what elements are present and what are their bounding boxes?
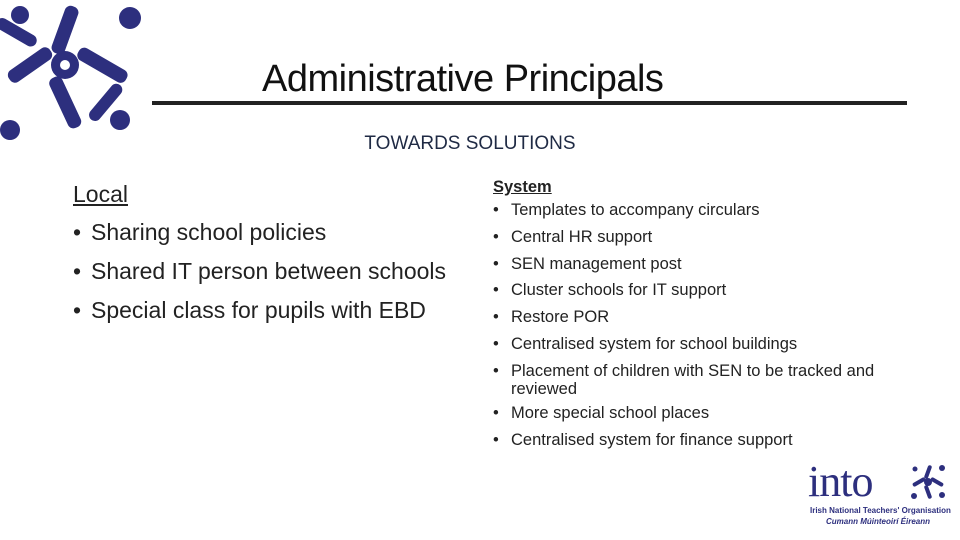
title-underline-divider [152, 101, 907, 105]
list-item: • Centralised system for finance support [493, 431, 913, 449]
system-heading: System [493, 178, 552, 196]
system-column [493, 178, 913, 457]
list-item: • More special school places [493, 404, 913, 422]
brand-tagline-english: Irish National Teachers' Organisation [810, 506, 951, 515]
list-item: • Templates to accompany circulars [493, 201, 913, 219]
brand-tagline-irish: Cumann Múinteoirí Éireann [826, 517, 931, 526]
into-emblem-icon [908, 462, 948, 502]
local-list [73, 218, 473, 326]
slide-title: Administrative Principals [262, 58, 664, 100]
list-item: • Restore POR [493, 308, 913, 326]
list-item: • Special class for pupils with EBD [73, 296, 473, 326]
list-item: • Shared IT person between schools [73, 257, 473, 287]
local-heading: Local [73, 181, 128, 207]
system-list [493, 201, 913, 449]
list-item: • SEN management post [493, 255, 913, 273]
list-item: • Cluster schools for IT support [493, 281, 913, 299]
brand-wordmark: into [808, 457, 873, 506]
into-star-logo-icon [0, 0, 150, 150]
list-item: • Placement of children with SEN to be tracked and reviewed [493, 362, 913, 398]
list-item: • Centralised system for school buildings [493, 335, 913, 353]
local-column [73, 180, 473, 335]
into-brand-logo [808, 457, 958, 530]
list-item: • Central HR support [493, 228, 913, 246]
slide-subtitle: TOWARDS SOLUTIONS [364, 133, 576, 154]
list-item: • Sharing school policies [73, 218, 473, 248]
